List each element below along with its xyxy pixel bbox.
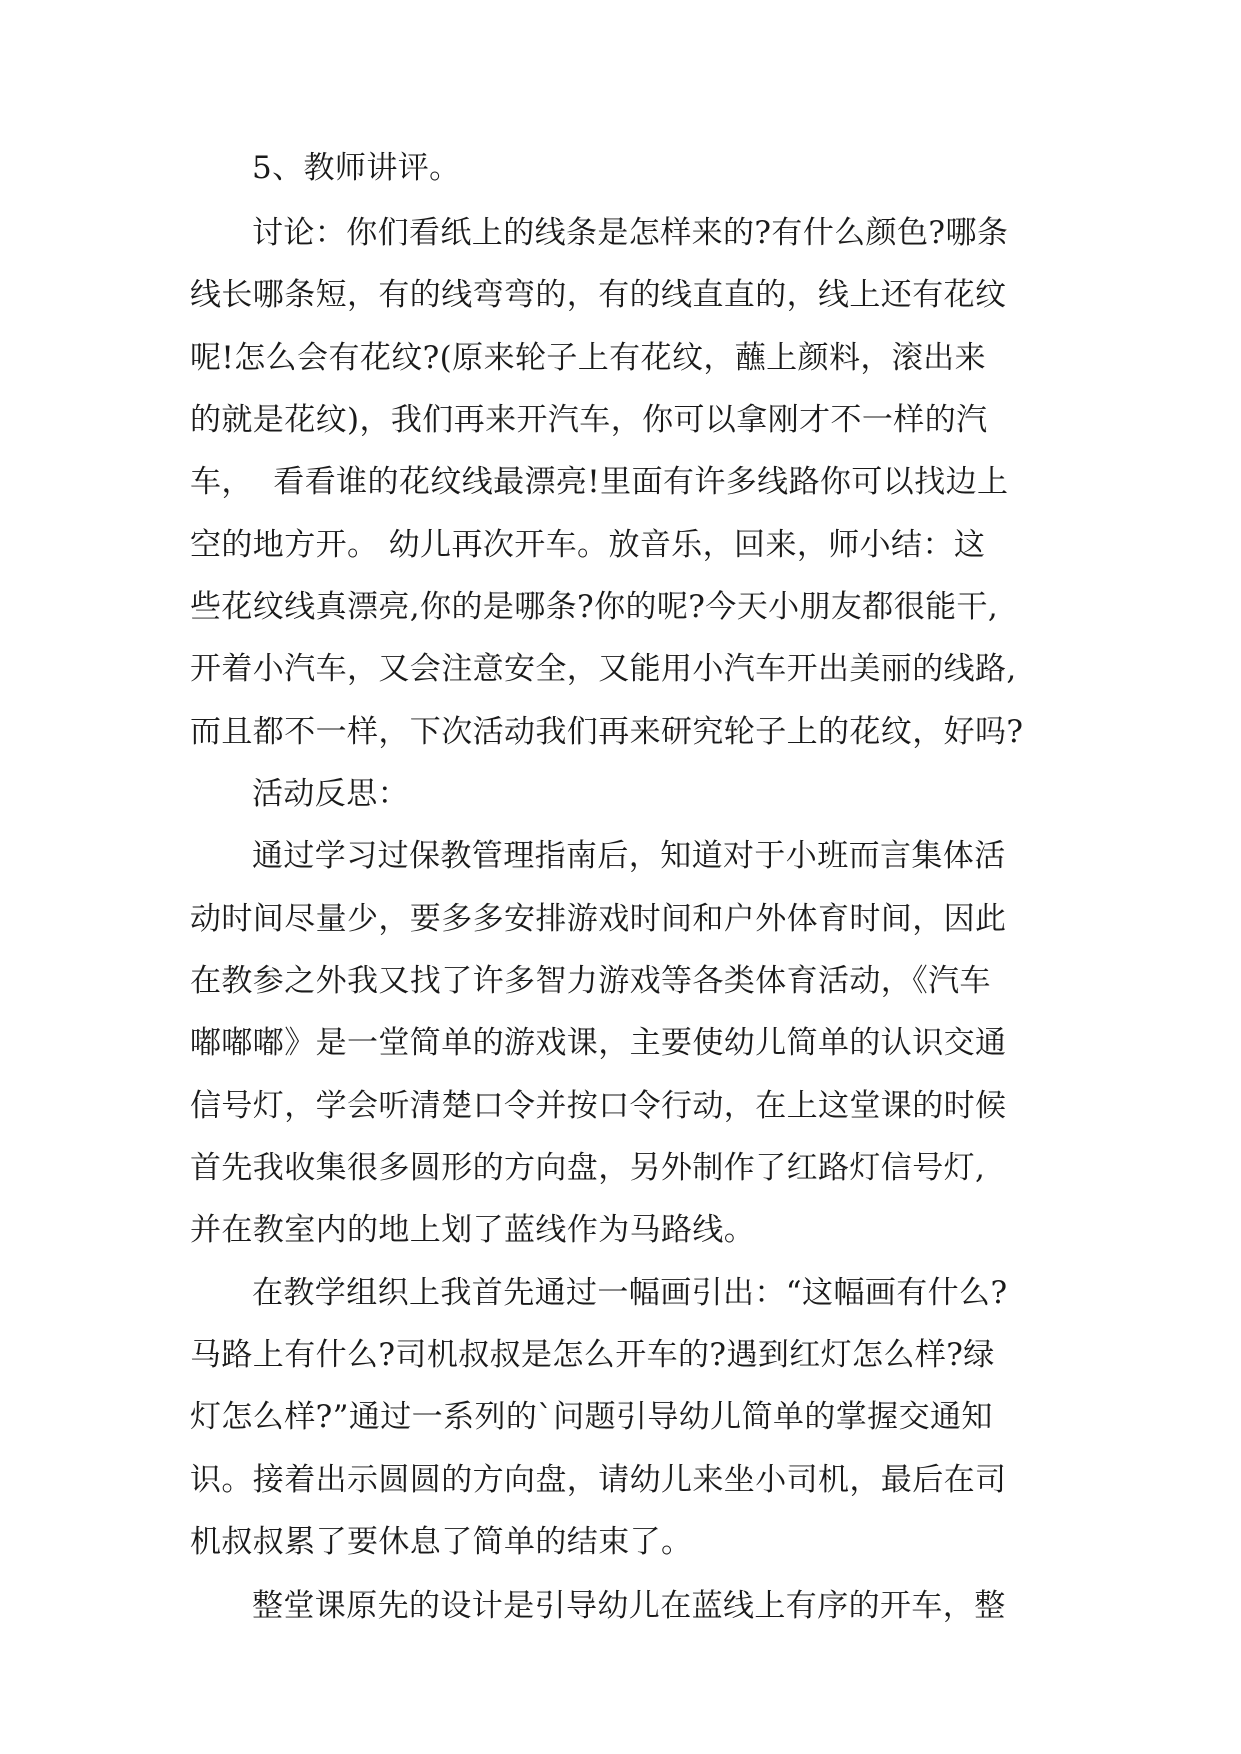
text-line: 灯怎么样?”通过一系列的`问题引导幼儿简单的掌握交通知 [190, 1399, 993, 1435]
text-line: 首先我收集很多圆形的方向盘，另外制作了红路灯信号灯, [190, 1150, 986, 1186]
text-line: 在教学组织上我首先通过一幅画引出：“这幅画有什么? [252, 1275, 1008, 1311]
text-line: 马路上有什么?司机叔叔是怎么开车的?遇到红灯怎么样?绿 [190, 1337, 995, 1373]
text-line: 识。接着出示圆圆的方向盘，请幼儿来坐小司机，最后在司 [190, 1462, 1007, 1498]
text-line: 的就是花纹)，我们再来开汽车，你可以拿刚才不一样的汽 [190, 402, 988, 438]
text-line: 空的地方开。 幼儿再次开车。放音乐，回来，师小结：这 [190, 527, 986, 563]
text-line: 动时间尽量少，要多多安排游戏时间和户外体育时间，因此 [190, 901, 1007, 937]
text-line: 车， 看看谁的花纹线最漂亮!里面有许多线路你可以找边上 [190, 464, 1009, 500]
text-line: 并在教室内的地上划了蓝线作为马路线。 [190, 1212, 756, 1248]
text-line: 些花纹线真漂亮,你的是哪条?你的呢?今天小朋友都很能干, [190, 589, 999, 625]
text-line: 5、教师讲评。 [252, 150, 461, 186]
text-line: 嘟嘟嘟》是一堂简单的游戏课，主要使幼儿简单的认识交通 [190, 1025, 1007, 1061]
text-line: 信号灯，学会听清楚口令并按口令行动，在上这堂课的时候 [190, 1088, 1007, 1124]
text-line: 线长哪条短，有的线弯弯的，有的线直直的，线上还有花纹 [190, 277, 1007, 313]
text-line: 开着小汽车，又会注意安全，又能用小汽车开出美丽的线路, [190, 651, 1017, 687]
text-line: 呢!怎么会有花纹?(原来轮子上有花纹，蘸上颜料，滚出来 [190, 340, 986, 376]
text-line: 在教参之外我又找了许多智力游戏等各类体育活动，《汽车 [190, 963, 991, 999]
text-line: 而且都不一样，下次活动我们再来研究轮子上的花纹，好吗? [190, 714, 1024, 750]
section-heading: 活动反思： [252, 776, 409, 812]
text-line: 机叔叔累了要休息了简单的结束了。 [190, 1524, 693, 1560]
text-line: 整堂课原先的设计是引导幼儿在蓝线上有序的开车，整 [252, 1588, 1006, 1624]
text-line: 通过学习过保教管理指南后，知道对于小班而言集体活 [252, 838, 1006, 874]
text-line: 讨论：你们看纸上的线条是怎样来的?有什么颜色?哪条 [252, 215, 1009, 251]
